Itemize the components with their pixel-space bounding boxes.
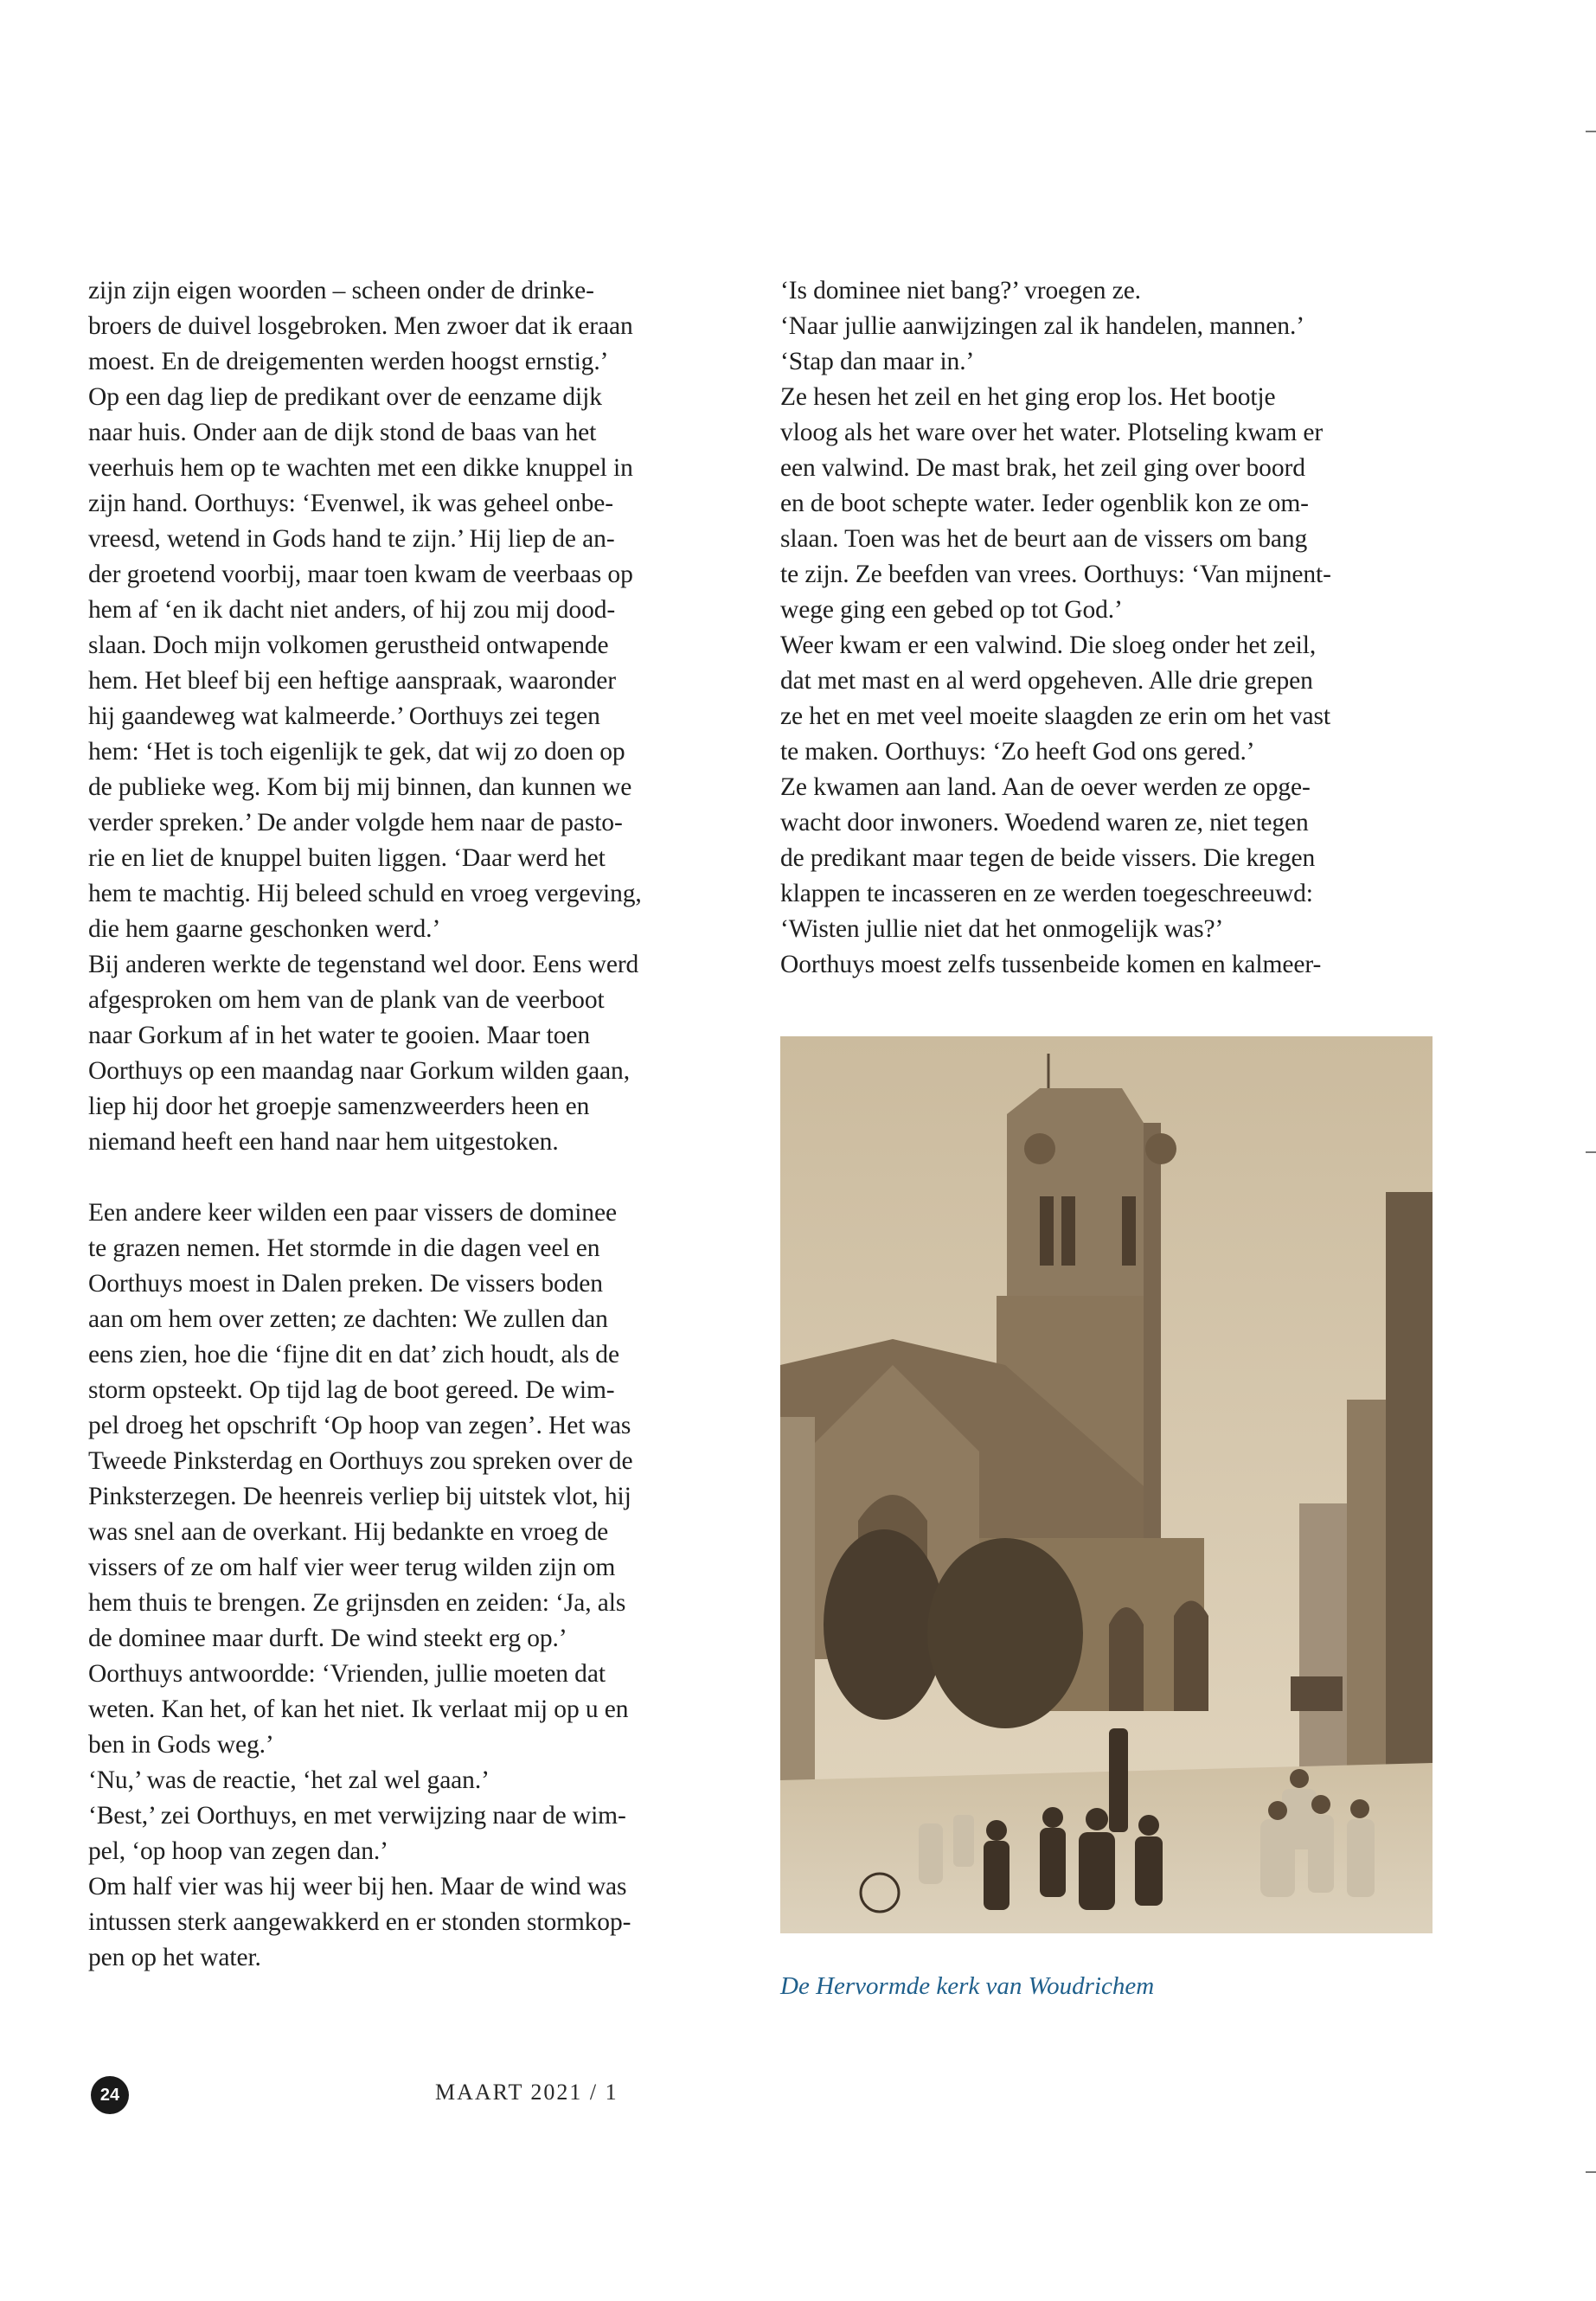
text-line: storm opsteekt. Op tijd lag de boot gereed. De wim-	[88, 1376, 615, 1404]
text-line: aan om hem over zetten; ze dachten: We zullen dan	[88, 1305, 608, 1333]
text-line: intussen sterk aangewakkerd en er stonden stormkop-	[88, 1908, 631, 1936]
text-line: de dominee maar durft. De wind steekt erg op.’	[88, 1625, 567, 1652]
crop-mark	[1586, 1151, 1596, 1153]
text-line: ‘Best,’ zei Oorthuys, en met verwijzing naar de wim-	[88, 1802, 626, 1830]
text-line: die hem gaarne geschonken werd.’	[88, 915, 441, 943]
text-line: slaan. Doch mijn volkomen gerustheid ontwapende	[88, 631, 609, 659]
text-line: te maken. Oorthuys: ‘Zo heeft God ons gered.’	[780, 738, 1255, 766]
text-line: hem. Het bleef bij een heftige aanspraak, waaronder	[88, 667, 617, 695]
text-line: was snel aan de overkant. Hij bedankte en vroeg de	[88, 1518, 609, 1546]
text-line: vreesd, wetend in Gods hand te zijn.’ Hij liep de an-	[88, 525, 615, 553]
text-line: eens zien, hoe die ‘fijne dit en dat’ zich houdt, als de	[88, 1341, 619, 1368]
text-line: Pinksterzegen. De heenreis verliep bij uitstek vlot, hij	[88, 1483, 631, 1510]
text-line: der groetend voorbij, maar toen kwam de veerbaas op	[88, 561, 633, 588]
page-number-badge: 24	[91, 2076, 129, 2114]
text-line: hij gaandeweg wat kalmeerde.’ Oorthuys zei tegen	[88, 702, 600, 730]
text-line: Om half vier was hij weer bij hen. Maar de wind was	[88, 1873, 627, 1900]
text-line: Oorthuys moest zelfs tussenbeide komen en kalmeer-	[780, 951, 1322, 978]
text-line: ‘Wisten jullie niet dat het onmogelijk was?’	[780, 915, 1224, 943]
text-line: de publieke weg. Kom bij mij binnen, dan kunnen we	[88, 773, 632, 801]
text-line: klappen te incasseren en ze werden toegeschreeuwd:	[780, 880, 1313, 907]
text-line: liep hij door het groepje samenzweerders heen en	[88, 1093, 590, 1120]
text-line: te zijn. Ze beefden van vrees. Oorthuys: ‘Van mijnent-	[780, 561, 1331, 588]
text-line: pen op het water.	[88, 1944, 261, 1971]
text-line: broers de duivel losgebroken. Men zwoer dat ik eraan	[88, 312, 633, 340]
text-line: dat met mast en al werd opgeheven. Alle drie grepen	[780, 667, 1313, 695]
text-line: Tweede Pinksterdag en Oorthuys zou spreken over de	[88, 1447, 633, 1475]
text-line: pel, ‘op hoop van zegen dan.’	[88, 1837, 388, 1865]
text-line: Weer kwam er een valwind. Die sloeg onder het zeil,	[780, 631, 1317, 659]
text-line: en de boot schepte water. Ieder ogenblik kon ze om-	[780, 490, 1309, 517]
text-line: veerhuis hem op te wachten met een dikke knuppel in	[88, 454, 633, 482]
text-line: zijn zijn eigen woorden – scheen onder de drinke-	[88, 277, 594, 304]
right-text-column	[780, 273, 1446, 983]
text-line: hem te machtig. Hij beleed schuld en vroeg vergeving,	[88, 880, 642, 907]
text-line: verder spreken.’ De ander volgde hem naar de pasto-	[88, 809, 623, 836]
text-line: vloog als het ware over het water. Plotseling kwam er	[780, 419, 1324, 446]
text-line: naar Gorkum af in het water te gooien. Maar toen	[88, 1022, 591, 1049]
crop-mark	[1586, 2171, 1596, 2173]
text-line: wege ging een gebed op tot God.’	[780, 596, 1123, 624]
text-line: Oorthuys moest in Dalen preken. De vissers boden	[88, 1270, 603, 1298]
text-line: Op een dag liep de predikant over de eenzame dijk	[88, 383, 602, 411]
text-line: Een andere keer wilden een paar vissers de dominee	[88, 1199, 617, 1227]
issue-label: MAART 2021 / 1	[435, 2080, 619, 2105]
text-line: hem af ‘en ik dacht niet anders, of hij zou mij dood-	[88, 596, 616, 624]
text-line: hem: ‘Het is toch eigenlijk te gek, dat wij zo doen op	[88, 738, 625, 766]
paragraph-gap	[88, 1160, 754, 1195]
text-line: ‘Naar jullie aanwijzingen zal ik handelen, mannen.’	[780, 312, 1304, 340]
text-line: de predikant maar tegen de beide vissers. Die kregen	[780, 844, 1316, 872]
church-photo-illustration	[780, 1036, 1433, 1933]
left-text-column	[88, 273, 754, 1976]
text-line: zijn hand. Oorthuys: ‘Evenwel, ik was geheel onbe-	[88, 490, 613, 517]
text-line: wacht door inwoners. Woedend waren ze, niet tegen	[780, 809, 1309, 836]
text-line: ‘Stap dan maar in.’	[780, 348, 975, 375]
text-line: ‘Nu,’ was de reactie, ‘het zal wel gaan.’	[88, 1766, 490, 1794]
text-line: rie en liet de knuppel buiten liggen. ‘Daar werd het	[88, 844, 606, 872]
text-line: Oorthuys antwoordde: ‘Vrienden, jullie moeten dat	[88, 1660, 606, 1688]
text-line: ben in Gods weg.’	[88, 1731, 274, 1759]
text-line: hem thuis te brengen. Ze grijnsden en zeiden: ‘Ja, als	[88, 1589, 626, 1617]
text-line: Oorthuys op een maandag naar Gorkum wilden gaan,	[88, 1057, 630, 1085]
text-line: slaan. Toen was het de beurt aan de vissers om bang	[780, 525, 1308, 553]
photo-caption: De Hervormde kerk van Woudrichem	[780, 1972, 1155, 2000]
text-line: Ze kwamen aan land. Aan de oever werden ze opge-	[780, 773, 1311, 801]
text-line: naar huis. Onder aan de dijk stond de baas van het	[88, 419, 597, 446]
text-line: ze het en met veel moeite slaagden ze erin om het vast	[780, 702, 1330, 730]
crop-mark	[1586, 131, 1596, 132]
text-line: te grazen nemen. Het stormde in die dagen veel en	[88, 1234, 600, 1262]
text-line: weten. Kan het, of kan het niet. Ik verlaat mij op u en	[88, 1695, 629, 1723]
text-line: moest. En de dreigementen werden hoogst ernstig.’	[88, 348, 609, 375]
text-line: afgesproken om hem van de plank van de veerboot	[88, 986, 605, 1014]
text-line: vissers of ze om half vier weer terug wilden zijn om	[88, 1554, 616, 1581]
text-line: niemand heeft een hand naar hem uitgestoken.	[88, 1128, 559, 1156]
text-line: ‘Is dominee niet bang?’ vroegen ze.	[780, 277, 1141, 304]
text-line: een valwind. De mast brak, het zeil ging over boord	[780, 454, 1305, 482]
text-line: Ze hesen het zeil en het ging erop los. Het bootje	[780, 383, 1276, 411]
text-line: pel droeg het opschrift ‘Op hoop van zegen’. Het was	[88, 1412, 631, 1439]
church-photo	[780, 1036, 1433, 1933]
text-line: Bij anderen werkte de tegenstand wel door. Eens werd	[88, 951, 639, 978]
